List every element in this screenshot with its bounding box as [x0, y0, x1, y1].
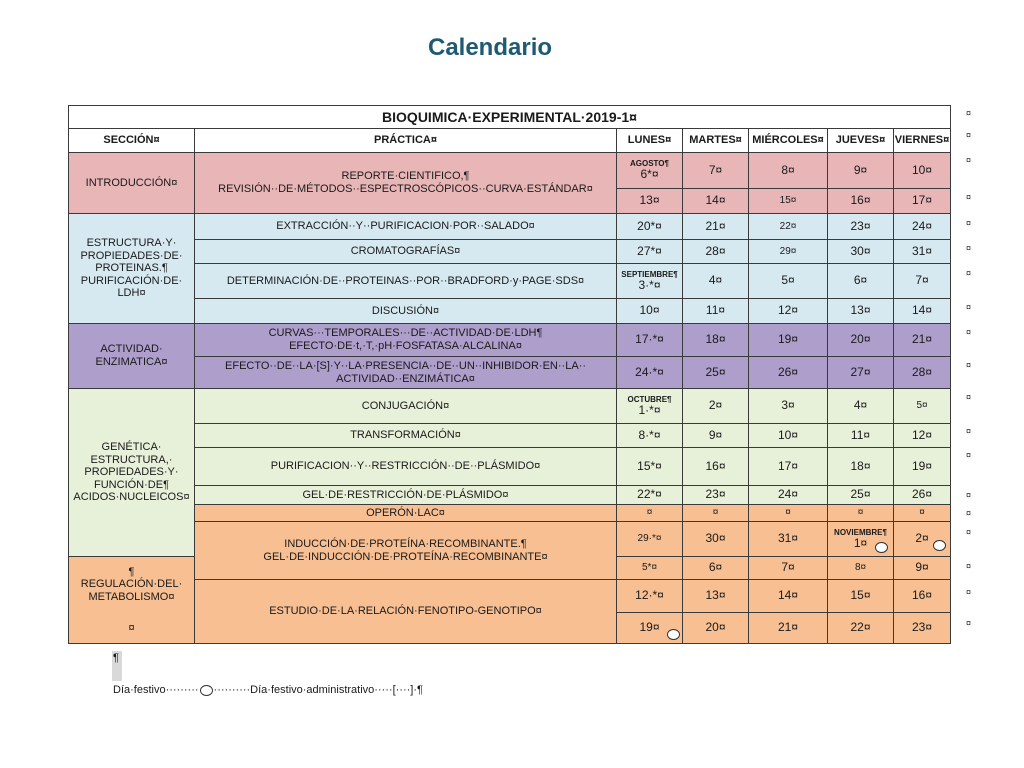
- day-cell: 22¤: [749, 214, 828, 240]
- day-cell: 9¤: [828, 153, 894, 189]
- day-cell: [617, 613, 683, 644]
- day-cell: 15*¤: [617, 448, 683, 486]
- day-cell: 7¤: [894, 264, 951, 299]
- row-end-mark: ¤: [966, 618, 972, 628]
- day-cell: 11¤: [828, 424, 894, 448]
- day-cell: 4¤: [683, 264, 749, 299]
- day-cell: 17·*¤: [617, 324, 683, 357]
- day-cell: ¤: [749, 505, 828, 522]
- day-cell: 22¤: [828, 613, 894, 644]
- row-end-mark: ¤: [966, 587, 972, 597]
- header-miercoles: MIÉRCOLES¤: [749, 129, 828, 153]
- section-actividad: ACTIVIDAD· ENZIMATICA¤: [69, 324, 195, 389]
- day-cell: 23¤: [828, 214, 894, 240]
- section-pilcrow: ¶: [128, 565, 135, 578]
- table-row: [69, 389, 951, 424]
- paragraph-mark: ¶: [113, 652, 119, 664]
- day-cell: 5¤: [894, 389, 951, 424]
- table-row: [69, 424, 951, 448]
- section-genetica: GENÉTICA· ESTRUCTURA,· PROPIEDADES·Y· FUNCIÓN·DE¶ ACIDOS·NUCLEICOS¤: [69, 389, 195, 557]
- day-cell: 11¤: [683, 299, 749, 324]
- day-number: 6*¤: [640, 167, 659, 182]
- table-row: [69, 214, 951, 240]
- day-cell: 21¤: [894, 324, 951, 357]
- practica-conjugacion: CONJUGACIÓN¤: [195, 389, 617, 424]
- day-cell: 12¤: [894, 424, 951, 448]
- table-row: [69, 153, 951, 189]
- day-cell: 10¤: [617, 299, 683, 324]
- table-row: [69, 448, 951, 486]
- row-end-mark: ¤: [966, 130, 972, 140]
- day-cell: 17¤: [749, 448, 828, 486]
- table-row: [69, 264, 951, 299]
- header-jueves: JUEVES¤: [828, 129, 894, 153]
- row-end-mark: ¤: [966, 192, 972, 202]
- day-cell: 20*¤: [617, 214, 683, 240]
- day-cell: 21¤: [749, 613, 828, 644]
- day-cell: 5¤: [749, 264, 828, 299]
- day-cell: 23¤: [894, 613, 951, 644]
- day-number: 2¤: [915, 531, 929, 546]
- practica-efecto-inhibidor: EFECTO··DE··LA·[S]·Y··LA·PRESENCIA··DE··UN··INHIBIDOR·EN··LA·· ACTIVIDAD··ENZIMÁTICA¤: [195, 357, 617, 389]
- day-cell: 25¤: [683, 357, 749, 389]
- day-cell: 13¤: [617, 189, 683, 214]
- day-cell: 18¤: [683, 324, 749, 357]
- day-cell: 9¤: [683, 424, 749, 448]
- festivo-marker-icon: [667, 629, 680, 640]
- day-cell: 14¤: [894, 299, 951, 324]
- festivo-circle-icon: [200, 685, 213, 696]
- day-cell: 28¤: [894, 357, 951, 389]
- section-estructura: ESTRUCTURA·Y· PROPIEDADES·DE· PROTEINAS.¶ PURIFICACIÓN·DE· LDH¤: [69, 214, 195, 324]
- section-introduccion: INTRODUCCIÓN¤: [69, 153, 195, 214]
- practica-operon-lac: OPERÓN·LAC¤: [195, 505, 617, 522]
- practica-transformacion: TRANSFORMACIÓN¤: [195, 424, 617, 448]
- day-cell: 12·*¤: [617, 580, 683, 613]
- day-cell: 20¤: [683, 613, 749, 644]
- day-cell: 13¤: [683, 580, 749, 613]
- day-cell: 4¤: [828, 389, 894, 424]
- day-cell: 31¤: [894, 240, 951, 264]
- day-cell: 14¤: [749, 580, 828, 613]
- row-end-mark: ¤: [966, 527, 972, 537]
- practica-cromatografias: CROMATOGRAFÍAS¤: [195, 240, 617, 264]
- day-cell: 16¤: [894, 580, 951, 613]
- table-row: [69, 522, 951, 557]
- practica-reporte: REPORTE·CIENTIFICO,¶ REVISIÓN··DE·MÉTODOS··ESPECTROSCÓPICOS··CURVA·ESTÁNDAR¤: [195, 153, 617, 214]
- day-cell: 27¤: [828, 357, 894, 389]
- day-cell: 26¤: [749, 357, 828, 389]
- day-cell: 6¤: [683, 557, 749, 580]
- day-cell: 6¤: [828, 264, 894, 299]
- day-cell: 18¤: [828, 448, 894, 486]
- day-cell: 3¤: [749, 389, 828, 424]
- day-cell: 8¤: [828, 557, 894, 580]
- legend-admin-label: ··········Día·festivo·administrativo·····[····]·¶: [213, 684, 423, 696]
- section-regulacion-label: REGULACIÓN·DEL· METABOLISMO¤: [80, 578, 183, 603]
- day-cell: 24·*¤: [617, 357, 683, 389]
- day-cell: 12¤: [749, 299, 828, 324]
- day-cell: 24¤: [749, 486, 828, 505]
- month-label: AGOSTO¶: [630, 159, 669, 168]
- day-cell: [617, 153, 683, 189]
- day-cell: 8¤: [749, 153, 828, 189]
- day-cell: 31¤: [749, 522, 828, 557]
- day-cell: 10¤: [894, 153, 951, 189]
- header-seccion: SECCIÓN¤: [69, 129, 195, 153]
- table-title: BIOQUIMICA·EXPERIMENTAL·2019-1¤: [69, 106, 951, 129]
- day-cell: 23¤: [683, 486, 749, 505]
- day-cell: ¤: [894, 505, 951, 522]
- month-label: SEPTIEMBRE¶: [621, 269, 678, 279]
- practica-induccion: INDUCCIÓN·DE·PROTEÍNA·RECOMBINANTE.¶ GEL·DE·INDUCCIÓN·DE·PROTEÍNA·RECOMBINANTE¤: [195, 522, 617, 580]
- day-cell: 17¤: [894, 189, 951, 214]
- day-number: 1¤: [853, 535, 868, 550]
- table-row: [69, 505, 951, 522]
- day-cell: [617, 389, 683, 424]
- legend: [113, 684, 423, 696]
- practica-extraccion: EXTRACCIÓN··Y··PURIFICACION·POR··SALADO¤: [195, 214, 617, 240]
- row-end-mark: ¤: [966, 508, 972, 518]
- day-cell: [828, 522, 894, 557]
- table-row: [69, 240, 951, 264]
- day-cell: 28¤: [683, 240, 749, 264]
- day-cell: 7¤: [749, 557, 828, 580]
- day-cell: 29¤: [749, 240, 828, 264]
- row-end-mark: ¤: [966, 108, 972, 118]
- header-practica: PRÁCTICA¤: [195, 129, 617, 153]
- row-end-mark: ¤: [966, 450, 972, 460]
- row-end-mark: ¤: [966, 360, 972, 370]
- day-number: 3·*¤: [638, 277, 661, 292]
- day-number: 1·*¤: [638, 402, 661, 417]
- day-cell: ¤: [683, 505, 749, 522]
- day-number: 19¤: [639, 620, 660, 635]
- table-row: [69, 580, 951, 613]
- day-cell: 27*¤: [617, 240, 683, 264]
- day-cell: 30¤: [828, 240, 894, 264]
- day-cell: ¤: [828, 505, 894, 522]
- day-cell: 25¤: [828, 486, 894, 505]
- day-cell: 2¤: [683, 389, 749, 424]
- day-cell: 19¤: [894, 448, 951, 486]
- practica-determinacion: DETERMINACIÓN·DE··PROTEINAS··POR··BRADFORD·y·PAGE·SDS¤: [195, 264, 617, 299]
- day-cell: 29·*¤: [617, 522, 683, 557]
- day-cell: 16¤: [683, 448, 749, 486]
- day-cell: 10¤: [749, 424, 828, 448]
- practica-purificacion-plasmido: PURIFICACION··Y··RESTRICCIÓN··DE··PLÁSMIDO¤: [195, 448, 617, 486]
- row-end-mark: ¤: [966, 561, 972, 571]
- row-end-mark: ¤: [966, 327, 972, 337]
- schedule-table: [68, 105, 951, 644]
- day-cell: 24¤: [894, 214, 951, 240]
- table-row: [69, 299, 951, 324]
- table-row: [69, 357, 951, 389]
- row-end-mark: ¤: [966, 392, 972, 402]
- day-cell: 8·*¤: [617, 424, 683, 448]
- page-title: Calendario: [427, 34, 553, 61]
- row-end-mark: ¤: [966, 426, 972, 436]
- day-cell: [894, 522, 951, 557]
- practica-curvas: CURVAS···TEMPORALES···DE··ACTIVIDAD·DE·LDH¶ EFECTO·DE·t,·T,·pH·FOSFATASA·ALCALINA¤: [195, 324, 617, 357]
- day-cell: 15¤: [749, 189, 828, 214]
- day-cell: 9¤: [894, 557, 951, 580]
- day-cell: 20¤: [828, 324, 894, 357]
- row-end-mark: ¤: [966, 155, 972, 165]
- practica-gel-restriccion: GEL·DE·RESTRICCIÓN·DE·PLÁSMIDO¤: [195, 486, 617, 505]
- header-lunes: LUNES¤: [617, 129, 683, 153]
- day-cell: 15¤: [828, 580, 894, 613]
- day-cell: 30¤: [683, 522, 749, 557]
- festivo-marker-icon: [875, 542, 888, 553]
- month-label: NOVIEMBRE¶: [834, 527, 887, 537]
- table-row: [69, 324, 951, 357]
- day-cell: 14¤: [683, 189, 749, 214]
- section-end-mark: ¤: [128, 621, 135, 634]
- month-label: OCTUBRE¶: [627, 394, 672, 404]
- day-cell: 13¤: [828, 299, 894, 324]
- day-cell: 21¤: [683, 214, 749, 240]
- table-row: [69, 486, 951, 505]
- day-cell: 16¤: [828, 189, 894, 214]
- day-cell: 22*¤: [617, 486, 683, 505]
- row-end-mark: ¤: [966, 302, 972, 312]
- day-cell: 26¤: [894, 486, 951, 505]
- legend-festivo-label: Día·festivo·········: [113, 684, 199, 696]
- practica-fenotipo-genotipo: ESTUDIO·DE·LA·RELACIÓN·FENOTIPO-GENOTIPO¤: [195, 580, 617, 644]
- row-end-mark: ¤: [966, 218, 972, 228]
- header-martes: MARTES¤: [683, 129, 749, 153]
- day-cell: ¤: [617, 505, 683, 522]
- row-end-mark: ¤: [966, 490, 972, 500]
- practica-discusion: DISCUSIÓN¤: [195, 299, 617, 324]
- row-end-mark: ¤: [966, 243, 972, 253]
- row-end-mark: ¤: [966, 268, 972, 278]
- day-cell: 19¤: [749, 324, 828, 357]
- day-cell: 5*¤: [617, 557, 683, 580]
- day-cell: 7¤: [683, 153, 749, 189]
- header-viernes: VIERNES¤: [894, 129, 951, 153]
- festivo-marker-icon: [933, 540, 946, 551]
- day-cell: [617, 264, 683, 299]
- section-regulacion: [69, 557, 195, 644]
